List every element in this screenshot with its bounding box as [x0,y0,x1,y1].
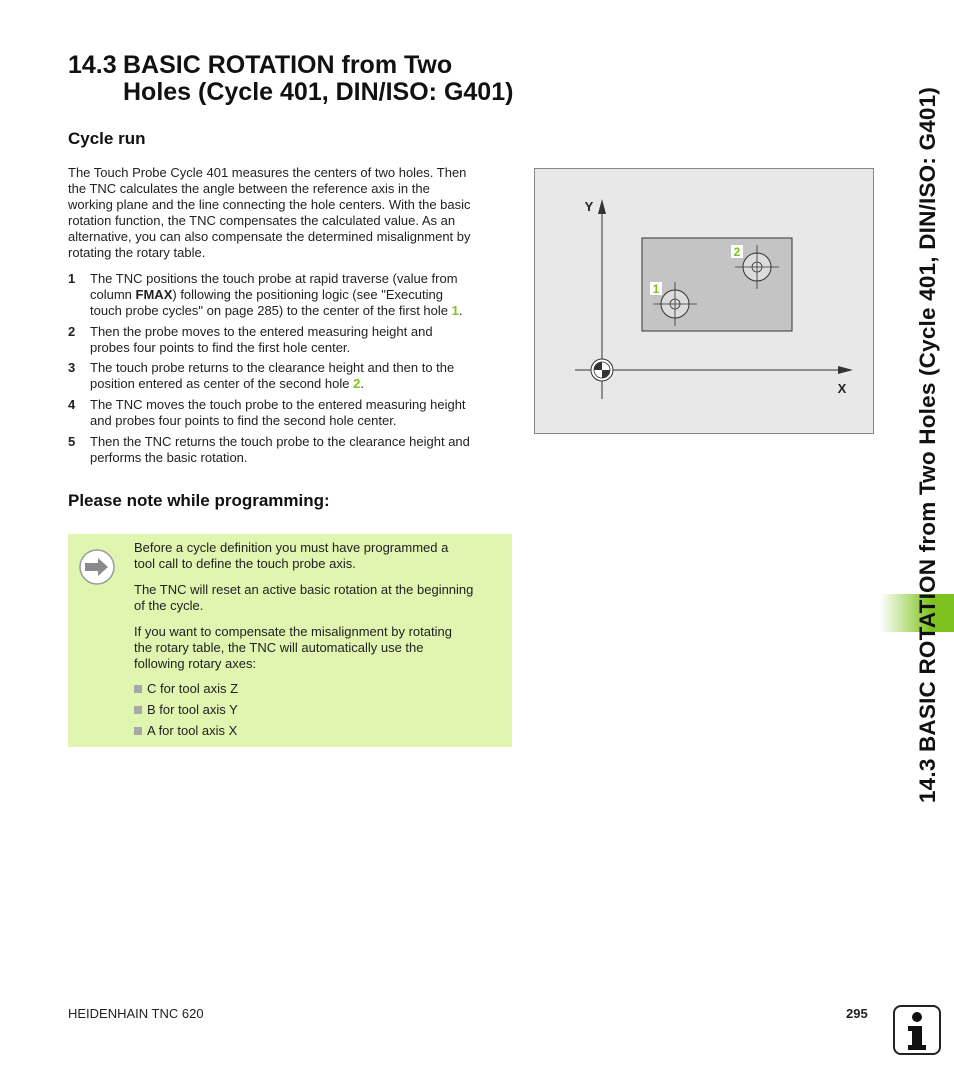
section-title-line2: Holes (Cycle 401, DIN/ISO: G401) [123,78,514,106]
section-title-line1: BASIC ROTATION from Two [123,51,453,79]
hole-ref-2: 2 [353,376,361,391]
note-paragraph: If you want to compensate the misalignment by rotating the rotary table, the TNC will automatically use the following rotary axes: [134,624,452,671]
footer-manual-name: HEIDENHAIN TNC 620 [68,1006,204,1021]
diagram-drawing [535,169,873,433]
step-number: 2 [68,324,76,339]
rotation-diagram [534,168,874,434]
hole-ref-1: 1 [451,303,459,318]
step-number: 1 [68,271,76,286]
x-axis-arrow [838,366,853,374]
workpiece [642,238,792,331]
bullet-item: A for tool axis X [134,723,237,739]
note-paragraph: Before a cycle definition you must have programmed a tool call to define the touch probe axis. [134,540,449,571]
sidebar-title: 14.3 BASIC ROTATION from Two Holes (Cycle 401, DIN/ISO: G401) [915,86,940,804]
step-number: 4 [68,397,76,412]
bullet-square-icon [134,727,142,735]
fmax-keyword: FMAX [135,287,173,302]
hole-2-label: 2 [733,245,741,259]
step-number: 3 [68,360,76,375]
step-number: 5 [68,434,76,449]
section-number: 14.3 [68,51,117,79]
cycle-run-heading: Cycle run [68,129,146,148]
bullet-square-icon [134,685,142,693]
note-paragraph: The TNC will reset an active basic rotation at the beginning of the cycle. [134,582,474,613]
y-axis-label: Y [584,199,594,214]
hole-1-label: 1 [652,282,660,296]
note-heading: Please note while programming: [68,491,330,510]
intro-paragraph: The Touch Probe Cycle 401 measures the centers of two holes. Then the TNC calculates the angle between the reference axis in the working plane and the line connecting the hole centers. With the basic rotation function, the TNC compensates the calculated value. As an alternative, you can also compensate the determined misalignment by rotating the rotary table. [68,165,471,260]
y-axis-arrow [598,199,606,214]
bullet-item: C for tool axis Z [134,681,238,697]
arrow-right-icon [78,548,116,586]
info-icon [893,1005,941,1055]
note-box [68,534,512,747]
bullet-item: B for tool axis Y [134,702,238,718]
x-axis-label: X [837,381,847,396]
bullet-square-icon [134,706,142,714]
page-number: 295 [846,1006,868,1021]
